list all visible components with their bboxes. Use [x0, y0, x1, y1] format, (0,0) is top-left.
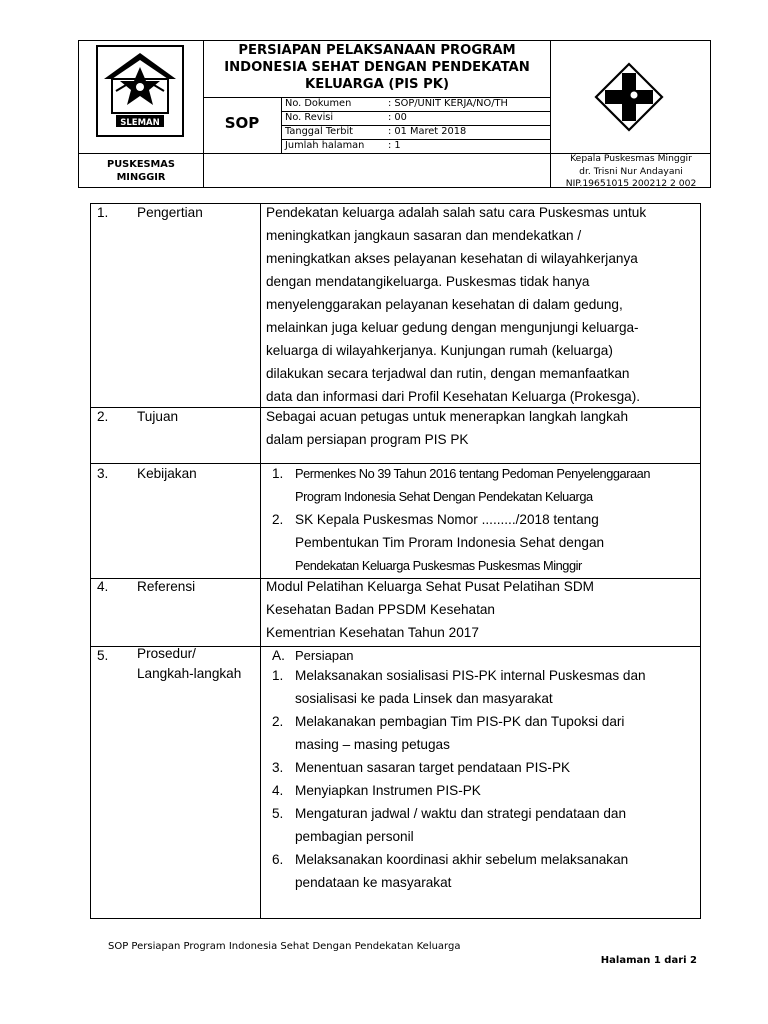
list-number: 1. — [272, 668, 284, 683]
list-item: Menyiapkan Instrumen PIS-PK — [295, 783, 481, 798]
list-number: 3. — [272, 760, 284, 775]
meta-row — [282, 126, 550, 140]
list-item: SK Kepala Puskesmas Nomor ........./2018 tentang Pembentukan Tim Proram Indonesia Sehat dengan Pendekatan Keluarga Puskesmas Puskesmas Minggir — [295, 512, 605, 573]
section-body: Modul Pelatihan Keluarga Sehat Pusat Pelatihan SDM Kesehatan Badan PPSDM Kesehatan Kementrian Kesehatan Tahun 2017 — [266, 579, 594, 640]
meta-row — [282, 140, 550, 153]
list-number: 2. — [272, 714, 284, 729]
section-number: 1. — [97, 205, 109, 220]
logo — [96, 45, 184, 137]
meta-label: Tanggal Terbit — [285, 126, 354, 137]
unit-name: PUSKESMAS MINGGIR — [107, 159, 175, 183]
section-label: Tujuan — [137, 409, 179, 424]
section-number: 2. — [97, 409, 109, 424]
section-body: Pendekatan keluarga adalah salah satu cara Puskesmas untuk meningkatkan jangkaun sasaran dan mendekatkan / meningkatkan akses pelayanan kesehatan di wilayahkerjanya dengan mendatangikeluarga. Puskesmas tidak hanya menyelenggarakan pelayanan kesehatan di dalam gedung, melainkan juga keluar gedung dengan mengunjungi keluarga- keluarga di wilayahkerjanya. Kunjungan rumah (keluarga) dilakukan secara terjadwal dan rutin, dengan memanfaatkan data dan informasi dari Profil Kesehatan Keluarga (Prokesga). — [266, 205, 647, 404]
title-line: INDONESIA SEHAT DENGAN PENDEKATAN — [224, 60, 530, 75]
meta-value: : 00 — [388, 112, 407, 123]
health-cross-icon — [594, 62, 664, 132]
page-number: Halaman 1 dari 2 — [600, 955, 697, 966]
section-body: Sebagai acuan petugas untuk menerapkan langkah langkah dalam persiapan program PIS PK — [266, 409, 629, 447]
section-label: Prosedur/ Langkah-langkah — [137, 646, 242, 681]
meta-row — [282, 112, 550, 126]
meta-value: : 01 Maret 2018 — [388, 126, 467, 137]
section-number: 4. — [97, 579, 109, 594]
section-label: Pengertian — [137, 205, 203, 220]
sub-heading: Persiapan — [295, 648, 354, 663]
title-line: KELUARGA (PIS PK) — [304, 77, 450, 92]
header-divider — [203, 40, 204, 188]
list-item: Melaksanakan sosialisasi PIS-PK internal Puskesmas dan sosialisasi ke pada Linsek dan masyarakat — [295, 668, 646, 706]
meta-label: No. Dokumen — [285, 98, 352, 109]
list-item: Menentuan sasaran target pendataan PIS-PK — [295, 760, 571, 775]
document-title — [205, 42, 549, 93]
document-meta — [282, 98, 550, 153]
section-label: Kebijakan — [137, 466, 197, 481]
meta-row — [282, 98, 550, 112]
signatory: Kepala Puskesmas Minggir dr. Trisni Nur Andayani NIP.19651015 200212 2 002 — [565, 153, 697, 189]
footer-title: SOP Persiapan Program Indonesia Sehat Dengan Pendekatan Keluarga — [108, 941, 461, 952]
section-number: 3. — [97, 466, 109, 481]
sop-label: SOP — [224, 114, 260, 132]
meta-value: : 1 — [388, 140, 401, 151]
list-item: Permenkes No 39 Tahun 2016 tentang Pedoman Penyelenggaraan Program Indonesia Sehat Dengan Pendekatan Keluarga — [295, 466, 651, 504]
list-number: 2. — [272, 512, 284, 527]
list-number: 1. — [272, 466, 284, 481]
sleman-emblem-icon — [96, 45, 184, 137]
list-item: Melakanakan pembagian Tim PIS-PK dan Tupoksi dari masing – masing petugas — [295, 714, 625, 752]
health-logo — [594, 62, 664, 132]
list-number: 5. — [272, 806, 284, 821]
list-number: 4. — [272, 783, 284, 798]
list-number: 6. — [272, 852, 284, 867]
logo-text: SLEMAN — [120, 118, 160, 128]
table-divider — [260, 203, 261, 919]
list-item: Mengaturan jadwal / waktu dan strategi pendataan dan pembagian personil — [295, 806, 627, 844]
title-line: PERSIAPAN PELAKSANAAN PROGRAM — [238, 43, 516, 58]
section-number: 5. — [97, 648, 109, 663]
section-label: Referensi — [137, 579, 196, 594]
list-item: Melaksanakan koordinasi akhir sebelum melaksanakan pendataan ke masyarakat — [295, 852, 629, 890]
meta-value: : SOP/UNIT KERJA/NO/TH — [388, 98, 508, 109]
meta-label: Jumlah halaman — [285, 140, 365, 151]
meta-label: No. Revisi — [285, 112, 334, 123]
list-number: A. — [272, 648, 285, 663]
